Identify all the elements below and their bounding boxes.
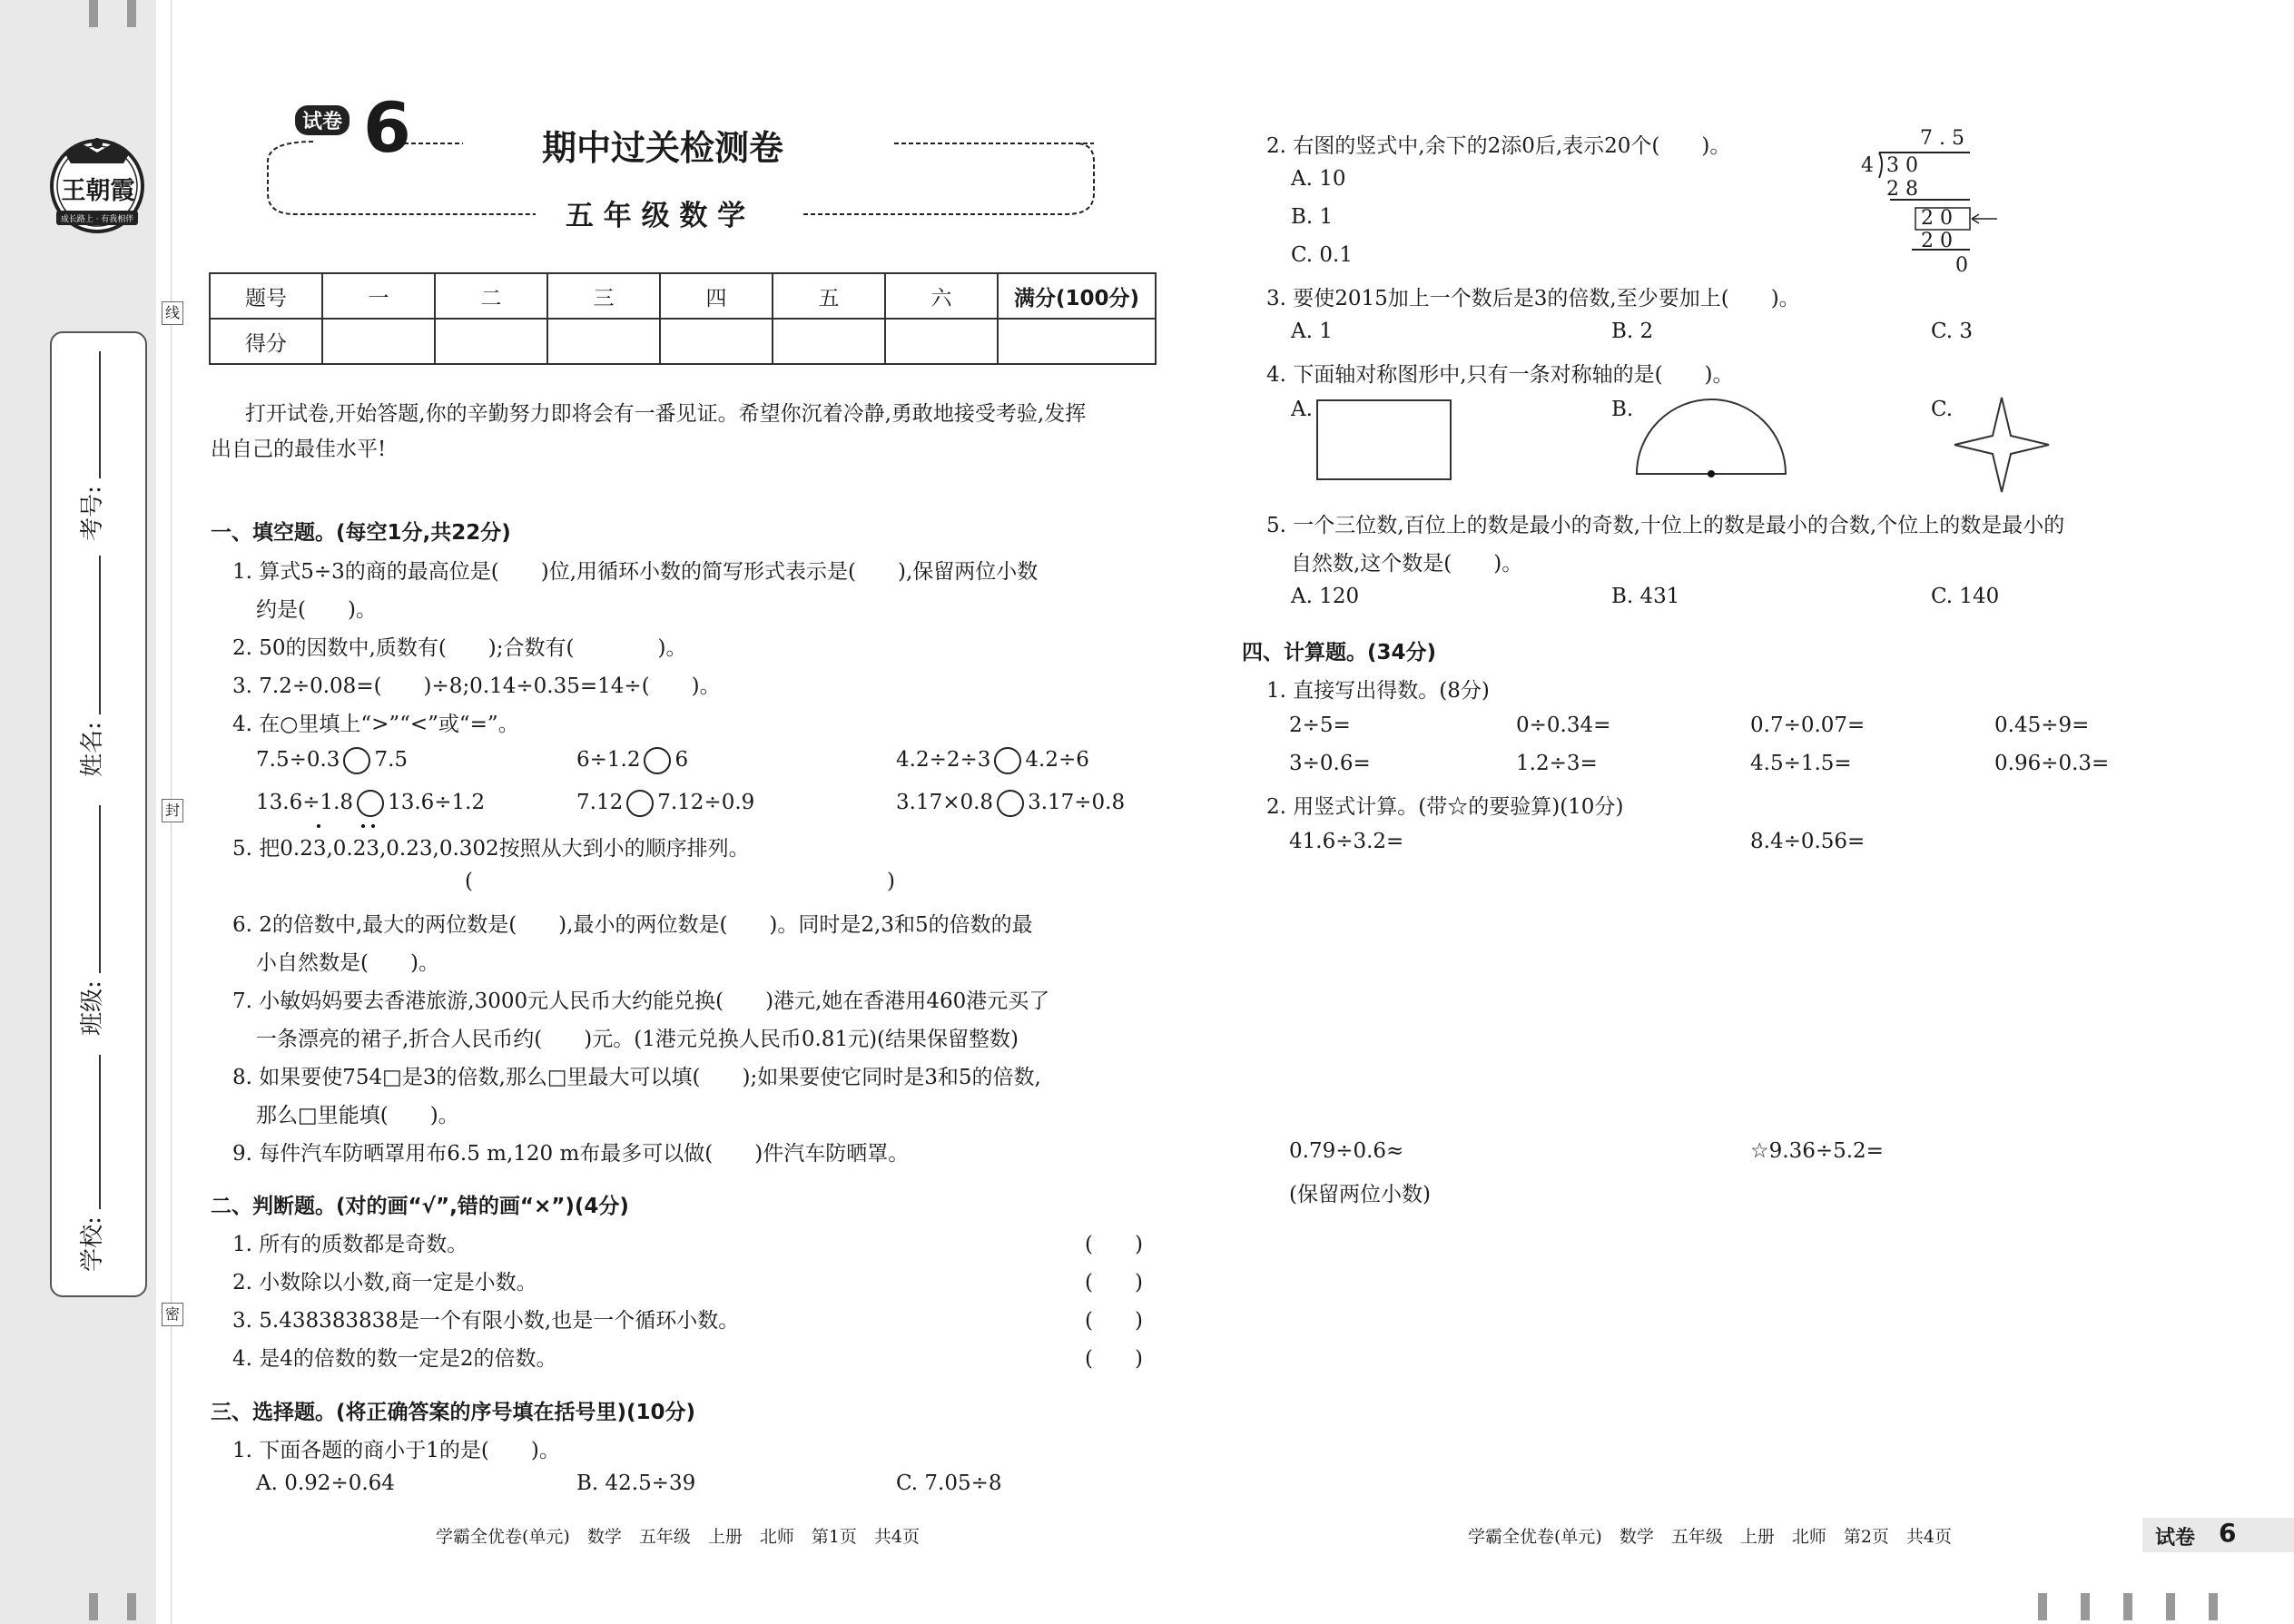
student-info-box	[50, 331, 147, 1297]
crop-mark	[89, 0, 98, 27]
compare-right: 7.12÷0.9	[657, 791, 755, 814]
answer-paren-open: (	[465, 870, 473, 893]
name-label: 姓名:	[78, 722, 106, 777]
exam-number-field[interactable]	[99, 351, 101, 478]
judge-item: 4. 是4的倍数的数一定是2的倍数。	[232, 1347, 557, 1371]
question-text: 5. 一个三位数,百位上的数是最小的奇数,十位上的数是最小的合数,个位上的数是最小的	[1266, 514, 2065, 537]
score-table	[209, 272, 1157, 365]
compare-left: 7.5÷0.3	[256, 748, 340, 772]
question-text: 1. 算式5÷3的商的最高位是( )位,用循环小数的简写形式表示是( ),保留两位小数	[232, 560, 1039, 584]
compare-left: 3.17×0.8	[896, 791, 994, 814]
judge-answer[interactable]: ( )	[1085, 1347, 1143, 1371]
paper-title: 期中过关检测卷	[542, 128, 784, 168]
option: B.	[1611, 398, 1634, 421]
score-cell[interactable]	[773, 319, 885, 364]
compare-right: 6	[674, 748, 689, 772]
option: B. 2	[1611, 320, 1654, 343]
compare-right: 7.5	[374, 748, 409, 772]
option: A. 0.92÷0.64	[256, 1471, 395, 1495]
section-heading-1: 一、填空题。(每空1分,共22分)	[211, 521, 511, 545]
judge-item: 1. 所有的质数都是奇数。	[232, 1233, 468, 1256]
question-text: 2. 50的因数中,质数有( );合数有( )。	[232, 636, 687, 660]
paper-tag-number: 6	[2219, 1518, 2237, 1548]
compare-left: 13.6÷1.8	[256, 791, 354, 814]
paper-tag-label: 试卷	[2155, 1527, 2196, 1550]
crop-mark	[127, 0, 136, 27]
compare-left: 4.2÷2÷3	[896, 748, 991, 772]
footer-right: 学霸全优卷(单元) 数学 五年级 上册 北师 第2页 共4页	[1468, 1527, 1953, 1547]
score-header-cell: 题号	[210, 273, 322, 319]
score-cell[interactable]	[660, 319, 773, 364]
judge-item: 2. 小数除以小数,商一定是小数。	[232, 1271, 537, 1294]
recurring-dot	[361, 824, 365, 828]
judge-item: 3. 5.438383838是一个有限小数,也是一个循环小数。	[232, 1309, 740, 1333]
option: C.	[1931, 398, 1954, 421]
intro-line: 出自己的最佳水平!	[211, 438, 387, 461]
compare-item	[896, 790, 1125, 817]
recurring-dot	[317, 824, 320, 828]
name-field[interactable]	[99, 556, 101, 714]
vertical-calc-item: 41.6÷3.2=	[1289, 830, 1404, 853]
option: A. 120	[1291, 585, 1360, 608]
division-step: 2 0	[1921, 230, 1953, 252]
paper-badge: 试卷	[295, 105, 350, 135]
question-text: 约是( )。	[256, 598, 377, 622]
compare-left: 6÷1.2	[576, 748, 641, 772]
seal-mark-secret: 密	[162, 1303, 183, 1326]
calc-item: 0.7÷0.07=	[1750, 714, 1866, 737]
calc-item: 0.45÷9=	[1994, 714, 2090, 737]
option: C. 0.1	[1291, 243, 1353, 267]
compare-right: 4.2÷6	[1025, 748, 1089, 772]
question-text: 5. 把0.23,0.23,0.23,0.302按照从大到小的顺序排列。	[232, 837, 750, 861]
compare-item	[576, 790, 754, 817]
score-header-cell: 三	[547, 273, 660, 319]
question-text: 小自然数是( )。	[256, 951, 439, 975]
score-row-label: 得分	[210, 319, 322, 364]
binding-strip	[0, 0, 156, 1624]
long-division-diagram	[1852, 127, 1997, 290]
division-quotient: 7 . 5	[1920, 127, 1964, 150]
intro-line: 打开试卷,开始答题,你的辛勤努力即将会有一番见证。希望你沉着冷静,勇敢地接受考验,发挥	[245, 402, 1087, 426]
question-text: 4. 下面轴对称图形中,只有一条对称轴的是( )。	[1266, 363, 1734, 387]
division-step: 2 0	[1921, 207, 1953, 230]
question-text: 1. 直接写出得数。(8分)	[1266, 679, 1490, 703]
question-text: 6. 2的倍数中,最大的两位数是( ),最小的两位数是( )。同时是2,3和5的倍数的最	[232, 913, 1033, 937]
judge-answer[interactable]: ( )	[1085, 1309, 1143, 1333]
compare-circle[interactable]	[343, 747, 370, 774]
question-text: 3. 要使2015加上一个数后是3的倍数,至少要加上( )。	[1266, 287, 1800, 310]
question-text: 7. 小敏妈妈要去香港旅游,3000元人民币大约能兑换( )港元,她在香港用460港元买了	[232, 989, 1050, 1013]
vertical-calc-item: 0.79÷0.6≈	[1289, 1139, 1404, 1163]
division-remainder: 0	[1955, 254, 1968, 277]
rectangle-figure	[1316, 399, 1452, 480]
calc-item: 2÷5=	[1289, 714, 1351, 737]
score-header-cell: 四	[660, 273, 773, 319]
section-heading-2: 二、判断题。(对的画“√”,错的画“×”)(4分)	[211, 1195, 629, 1218]
vertical-calc-item: ☆9.36÷5.2=	[1750, 1139, 1884, 1163]
class-field[interactable]	[99, 805, 101, 973]
section-heading-4: 四、计算题。(34分)	[1242, 641, 1437, 664]
calc-item: 0÷0.34=	[1516, 714, 1611, 737]
recurring-dot	[371, 824, 375, 828]
compare-item	[896, 747, 1089, 774]
semicircle-figure	[1634, 395, 1788, 481]
calc-item: 0.96÷0.3=	[1994, 752, 2110, 775]
score-cell[interactable]	[547, 319, 660, 364]
footer-left: 学霸全优卷(单元) 数学 五年级 上册 北师 第1页 共4页	[436, 1527, 921, 1547]
question-text: 那么□里能填( )。	[256, 1104, 459, 1127]
question-text: 2. 用竖式计算。(带☆的要验算)(10分)	[1266, 795, 1624, 819]
option: B. 42.5÷39	[576, 1471, 696, 1495]
score-cell[interactable]	[322, 319, 435, 364]
option: A.	[1291, 398, 1313, 421]
exam-number-label: 考号:	[78, 486, 106, 541]
four-point-star-figure	[1952, 395, 2052, 495]
paper-number: 6	[363, 87, 411, 168]
division-divisor: 4	[1861, 154, 1874, 177]
answer-paren-close: )	[887, 870, 895, 893]
compare-right: 13.6÷1.2	[388, 791, 486, 814]
question-text: 4. 在○里填上“>”“<”或“=”。	[232, 713, 519, 736]
question-text: 2. 右图的竖式中,余下的2添0后,表示20个( )。	[1266, 134, 1731, 158]
school-label: 学校:	[78, 1216, 106, 1272]
class-label: 班级:	[78, 980, 106, 1036]
compare-circle[interactable]	[997, 790, 1024, 817]
brand-logo	[45, 127, 150, 241]
compare-circle[interactable]	[644, 747, 671, 774]
question-text: 8. 如果要使754□是3的倍数,那么□里最大可以填( );如果要使它同时是3和5的倍数,	[232, 1066, 1041, 1089]
seal-mark-seal: 封	[162, 799, 183, 822]
question-text: 1. 下面各题的商小于1的是( )。	[232, 1439, 560, 1462]
score-cell[interactable]	[885, 319, 998, 364]
score-header-cell: 六	[885, 273, 998, 319]
compare-item	[576, 747, 688, 774]
option: C. 3	[1931, 320, 1974, 343]
paper-tag	[2142, 1518, 2294, 1552]
rounding-note: (保留两位小数)	[1289, 1183, 1431, 1206]
option: C. 140	[1931, 585, 2000, 608]
paper-header	[259, 87, 1103, 232]
vertical-calc-item: 8.4÷0.56=	[1750, 830, 1866, 853]
compare-circle[interactable]	[626, 790, 654, 817]
score-header-cell: 五	[773, 273, 885, 319]
question-text: 9. 每件汽车防晒罩用布6.5 m,120 m布最多可以做( )件汽车防晒罩。	[232, 1142, 910, 1166]
seal-mark-line: 线	[162, 301, 183, 325]
judge-answer[interactable]: ( )	[1085, 1233, 1143, 1256]
question-text: 3. 7.2÷0.08=( )÷8;0.14÷0.35=14÷( )。	[232, 674, 721, 698]
question-text: 自然数,这个数是( )。	[1291, 552, 1523, 576]
question-text: 一条漂亮的裙子,折合人民币约( )元。(1港元兑换人民币0.81元)(结果保留整数)	[256, 1028, 1019, 1051]
paper-subtitle: 五 年 级 数 学	[566, 200, 746, 232]
option: C. 7.05÷8	[896, 1471, 1002, 1495]
score-cell[interactable]	[435, 319, 547, 364]
brand-name: 王朝霞	[61, 177, 135, 205]
option: B. 431	[1611, 585, 1680, 608]
compare-circle[interactable]	[994, 747, 1021, 774]
option: A. 10	[1291, 167, 1346, 191]
calc-item: 1.2÷3=	[1516, 752, 1598, 775]
score-header-cell: 一	[322, 273, 435, 319]
division-step: 2 8	[1886, 178, 1918, 201]
compare-item	[256, 790, 485, 817]
compare-item	[256, 747, 408, 774]
compare-right: 3.17÷0.8	[1028, 791, 1126, 814]
judge-answer[interactable]: ( )	[1085, 1271, 1143, 1294]
division-dividend: 3 0	[1886, 154, 1918, 177]
score-header-cell: 满分(100分)	[998, 273, 1156, 319]
calc-item: 3÷0.6=	[1289, 752, 1371, 775]
score-header-cell: 二	[435, 273, 547, 319]
school-field[interactable]	[99, 1055, 101, 1209]
option: A. 1	[1291, 320, 1333, 343]
compare-circle[interactable]	[357, 790, 384, 817]
brand-tagline: 成长路上 · 有我相伴	[60, 215, 134, 224]
option: B. 1	[1291, 205, 1334, 229]
score-cell[interactable]	[998, 319, 1156, 364]
section-heading-3: 三、选择题。(将正确答案的序号填在括号里)(10分)	[211, 1401, 696, 1424]
crop-mark	[89, 1593, 98, 1620]
calc-item: 4.5÷1.5=	[1750, 752, 1852, 775]
compare-left: 7.12	[576, 791, 624, 814]
crop-mark	[127, 1593, 136, 1620]
